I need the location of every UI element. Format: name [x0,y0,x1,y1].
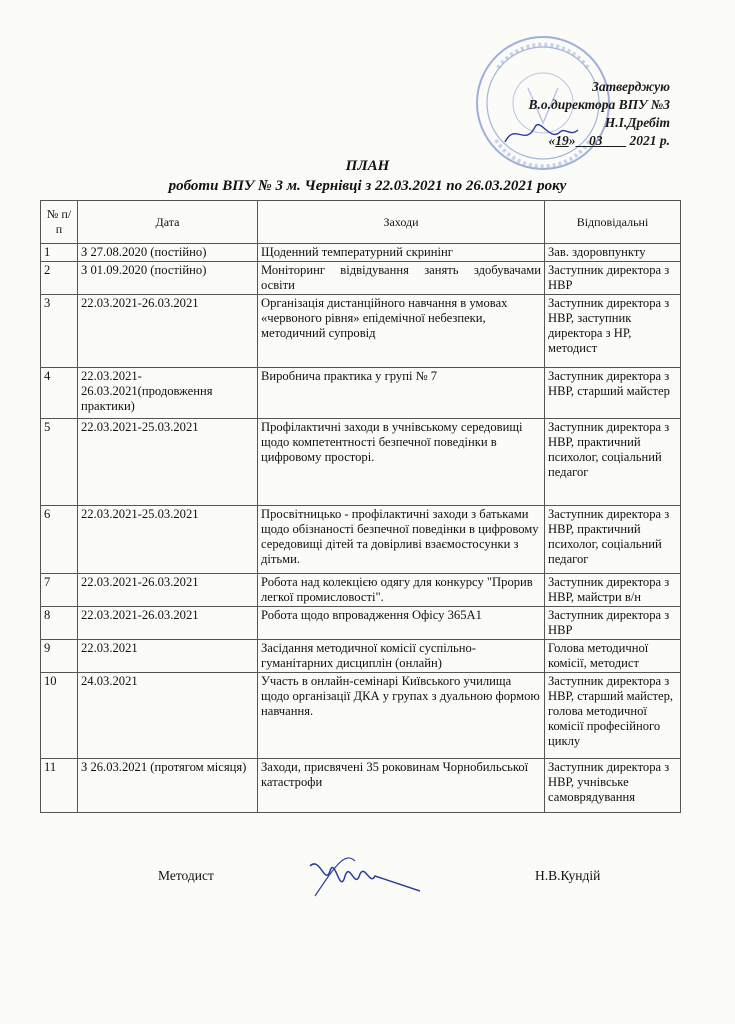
row-date: 22.03.2021 [78,640,258,673]
row-responsible: Заступник директора з НВР, майстри в/н [545,574,681,607]
row-event: Організація дистанційного навчання в умовах «червоного рівня» епідемічної небезпеки, методичний супровід [258,295,545,368]
row-date: 24.03.2021 [78,673,258,759]
row-number: 3 [41,295,78,368]
row-number: 4 [41,368,78,419]
document-title [0,156,735,196]
work-plan-table [40,200,681,813]
header-number: № п/п [41,201,78,244]
row-responsible: Заступник директора з НВР, заступник директора з НР, методист [545,295,681,368]
table-row [41,673,681,759]
footer-name: Н.В.Кундій [535,868,601,883]
table-row [41,574,681,607]
approval-position: В.о.директора ВПУ №3 [528,97,670,112]
row-event: Робота щодо впровадження Офісу 365А1 [258,607,545,640]
row-number: 8 [41,607,78,640]
table-row [41,759,681,813]
footer-role: Методист [158,868,214,883]
table-row [41,607,681,640]
approval-title: Затверджую [592,79,670,94]
approval-date: «19» 03 2021 р. [548,133,670,148]
row-date: 22.03.2021-25.03.2021 [78,506,258,574]
approval-name: Н.І.Дребіт [604,115,670,130]
header-responsible: Відповідальні [545,201,681,244]
row-number: 7 [41,574,78,607]
row-event: Щоденний температурний скринінг [258,244,545,262]
row-date: 22.03.2021-26.03.2021 [78,607,258,640]
row-responsible: Заступник директора з НВР [545,607,681,640]
row-date: 22.03.2021-25.03.2021 [78,419,258,506]
row-date: 22.03.2021-26.03.2021 [78,574,258,607]
header-date: Дата [78,201,258,244]
approval-day: 19 [555,133,569,148]
row-number: 11 [41,759,78,813]
row-number: 5 [41,419,78,506]
table-row [41,368,681,419]
row-responsible: Заступник директора з НВР, старший майстер [545,368,681,419]
row-number: 10 [41,673,78,759]
row-event: Засідання методичної комісії суспільно-гуманітарних дисциплін (онлайн) [258,640,545,673]
row-date: 22.03.2021-26.03.2021(продовження практики) [78,368,258,419]
table-row [41,506,681,574]
row-responsible: Заступник директора з НВР, практичний психолог, соціальний педагог [545,506,681,574]
row-number: 2 [41,262,78,295]
methodist-signature [300,846,430,906]
table-row [41,640,681,673]
row-event: Просвітницько - профілактичні заходи з батьками щодо обізнаності безпечної поведінки в цифровому середовищі дітей та довірливі взаємостосунки з дітьми. [258,506,545,574]
row-event: Виробнича практика у групі № 7 [258,368,545,419]
approval-year: 2021 р. [629,133,670,148]
table-row [41,295,681,368]
row-number: 6 [41,506,78,574]
row-responsible: Зав. здоровпункту [545,244,681,262]
row-responsible: Заступник директора з НВР, старший майстер, голова методичної комісії професійного циклу [545,673,681,759]
row-event: Профілактичні заходи в учнівському середовищі щодо компетентності безпечної поведінки в цифровому просторі. [258,419,545,506]
table-row [41,244,681,262]
table-header-row [41,201,681,244]
table-row [41,262,681,295]
plan-heading: ПЛАН [345,158,390,174]
row-number: 9 [41,640,78,673]
row-date: З 26.03.2021 (протягом місяця) [78,759,258,813]
row-event: Заходи, присвячені 35 роковинам Чорнобильської катастрофи [258,759,545,813]
row-responsible: Голова методичної комісії, методист [545,640,681,673]
row-event: Робота над колекцією одягу для конкурсу "Прорив легкої промисловості". [258,574,545,607]
row-date: З 27.08.2020 (постійно) [78,244,258,262]
row-date: З 01.09.2020 (постійно) [78,262,258,295]
row-number: 1 [41,244,78,262]
plan-subtitle: роботи ВПУ № 3 м. Чернівці з 22.03.2021 по 26.03.2021 року [168,178,567,194]
row-date: 22.03.2021-26.03.2021 [78,295,258,368]
row-event: Участь в онлайн-семінарі Київського училища щодо організації ДКА у групах з дуальною формою навчання. [258,673,545,759]
table-row [41,419,681,506]
header-events: Заходи [258,201,545,244]
row-event: Моніторинг відвідування занять здобувачами освіти [258,262,545,295]
row-responsible: Заступник директора з НВР, практичний психолог, соціальний педагог [545,419,681,506]
approval-month: 03 [589,133,603,148]
director-signature [500,112,580,152]
row-responsible: Заступник директора з НВР, учнівське самоврядування [545,759,681,813]
row-responsible: Заступник директора з НВР [545,262,681,295]
